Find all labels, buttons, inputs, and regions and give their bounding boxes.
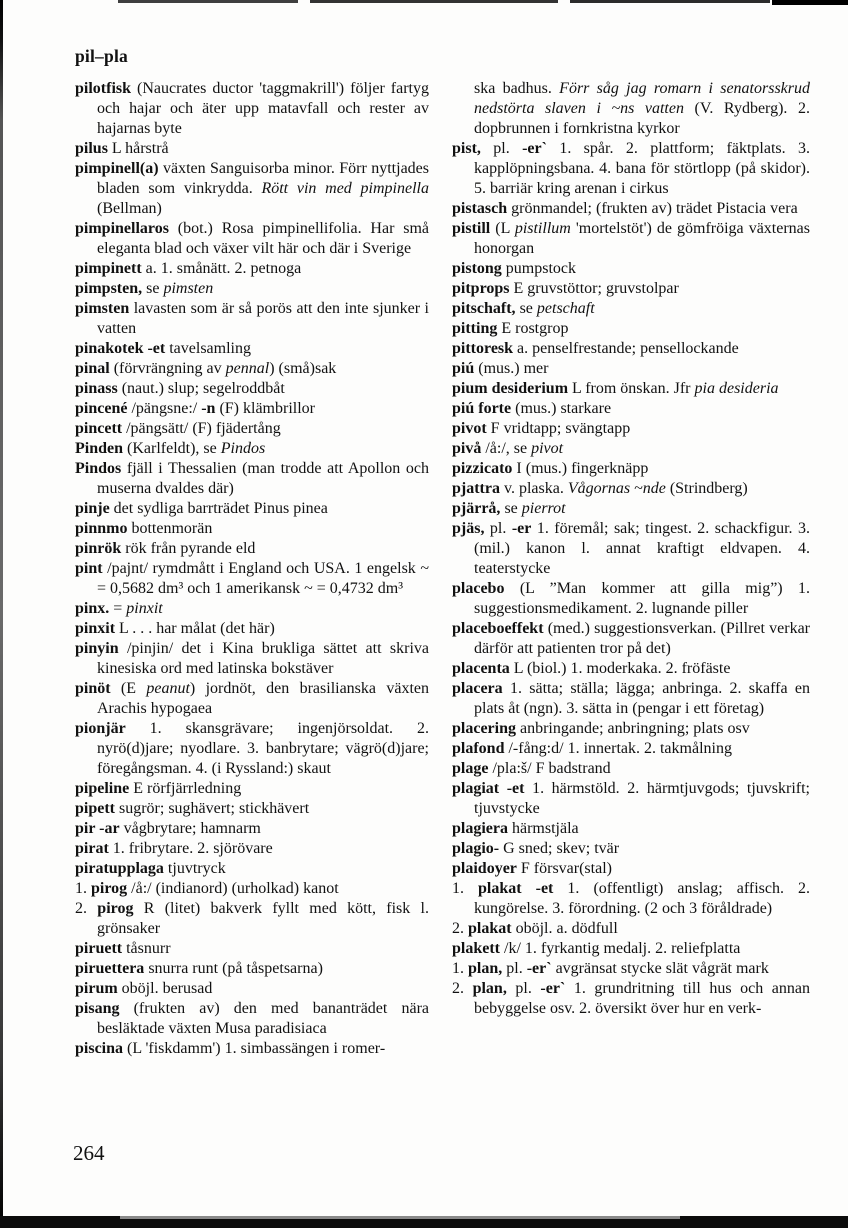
definition-text: pimsten: [163, 280, 214, 297]
dictionary-entry: [75, 219, 429, 259]
headword-text: Pindos: [75, 460, 122, 477]
headword-text: pir -ar: [75, 820, 120, 837]
dictionary-entry: [75, 959, 429, 979]
definition-text: pivot: [531, 440, 564, 457]
headword-text: plan,: [472, 980, 507, 997]
headword-text: plagiera: [452, 820, 508, 837]
headword-text: pilus: [75, 140, 108, 157]
dictionary-entry: [452, 979, 810, 1019]
dictionary-entry: [75, 139, 429, 159]
headword-text: plan,: [468, 960, 503, 977]
definition-text: snurra runt (på tåspetsarna): [144, 960, 323, 977]
dictionary-entry: [452, 839, 810, 859]
headword-text: pirat: [75, 840, 109, 857]
definition-text: /pängsne:/: [127, 400, 202, 417]
headword-text: plagiat -et: [452, 780, 525, 797]
definition-text: bottenmorän: [127, 520, 213, 537]
definition-text: grönmandel; (frukten av) trädet Pistacia vera: [507, 200, 798, 217]
headword-text: pimpinellaros: [75, 220, 169, 237]
dictionary-entry: [75, 899, 429, 939]
headword-text: pisang: [75, 1000, 120, 1017]
dictionary-entry: [75, 459, 429, 499]
dictionary-entry: [75, 939, 429, 959]
definition-text: ska badhus.: [474, 80, 560, 97]
headword-text: pinakotek -et: [75, 340, 166, 357]
headword-text: pirum: [75, 980, 118, 997]
definition-text: (Karlfeldt), se: [123, 440, 221, 457]
headword-text: plagio-: [452, 840, 500, 857]
headword-text: pivot: [452, 420, 487, 437]
dictionary-entry: [75, 619, 429, 639]
headword-text: placering: [452, 720, 516, 737]
dictionary-entry: [452, 439, 810, 459]
headword-text: pimpinett: [75, 260, 142, 277]
definition-text: rök från pyrande eld: [121, 540, 256, 557]
definition-text: lavasten som är så porös att den inte sjunker i vatten: [97, 300, 429, 337]
definition-text: (Strindberg): [665, 480, 748, 497]
headword-text: piruett: [75, 940, 123, 957]
headword-text: pinje: [75, 500, 110, 517]
headword-text: pincené: [75, 400, 128, 417]
headword-text: pilotfisk: [75, 80, 132, 97]
definition-text: ) (små)sak: [269, 360, 337, 377]
definition-text: pl.: [502, 960, 527, 977]
scan-edge-top: [570, 0, 770, 3]
definition-text: 1. skansgrävare; ingenjörsoldat. 2. nyrö(d)jare; nyodlare. 3. banbrytare; vägrö(d)jare; föregångsman. 4. (i Ryssland:) skaut: [97, 720, 429, 777]
definition-text: (L 'fiskdamm') 1. simbassängen i romer-: [123, 1040, 386, 1057]
headword-text: pirog: [91, 880, 128, 897]
definition-text: pl.: [484, 520, 512, 537]
dictionary-entry: [75, 519, 429, 539]
definition-text: (förvrängning av: [109, 360, 226, 377]
definition-text: L hårstrå: [107, 140, 169, 157]
definition-text: petschaft: [536, 300, 595, 317]
definition-text: E gruvstöttor; gruvstolpar: [509, 280, 679, 297]
dictionary-entry: [452, 879, 810, 919]
definition-text: /å:/, se: [481, 440, 532, 457]
headword-text: pjärrå,: [452, 500, 501, 517]
dictionary-entry: [452, 519, 810, 579]
definition-text: (E: [110, 680, 147, 697]
headword-text: plaidoyer: [452, 860, 517, 877]
definition-text: Rött vin med pimpinella: [261, 180, 429, 197]
headword-text: pinyin: [75, 640, 119, 657]
headword-text: plakat: [468, 920, 512, 937]
definition-text: 1. (offentligt) anslag; affisch. 2. kungörelse. 3. förordning. (2 och 3 föråldrade): [474, 880, 811, 917]
dictionary-entry: [452, 919, 810, 939]
scan-edge-top: [118, 0, 298, 3]
headword-text: -er`: [522, 140, 547, 157]
dictionary-entry: [452, 399, 810, 419]
definition-text: (naut.) slup; segelroddbåt: [117, 380, 285, 397]
headword-text: plage: [452, 760, 489, 777]
scan-edge-left: [0, 0, 3, 1228]
definition-text: Vågornas ~nde: [567, 480, 666, 497]
headword-text: pjattra: [452, 480, 500, 497]
dictionary-entry: [75, 399, 429, 419]
dictionary-entry: [75, 299, 429, 339]
headword-text: pimpsten,: [75, 280, 143, 297]
definition-text: oböjl. a. dödfull: [511, 920, 618, 937]
definition-text: (mus.) starkare: [511, 400, 612, 417]
definition-text: pierrot: [521, 500, 566, 517]
definition-text: /å:/ (indianord) (urholkad) kanot: [127, 880, 339, 897]
dictionary-entry: [452, 359, 810, 379]
dictionary-entry: [452, 379, 810, 399]
definition-text: 1. föremål; sak; tingest. 2. schackfigur. 3. (mil.) kanon l. annat kraftigt eldvapen. 4. teaterstycke: [474, 520, 810, 577]
dictionary-entry: [75, 559, 429, 599]
headword-text: pjäs,: [452, 520, 485, 537]
headword-text: placera: [452, 680, 503, 697]
headword-text: pionjär: [75, 720, 126, 737]
headword-text: placenta: [452, 660, 510, 677]
headword-text: plakat -et: [478, 880, 554, 897]
dictionary-entry: [75, 379, 429, 399]
definition-text: (Naucrates ductor 'taggmakrill') följer fartyg och hajar och äter upp matavfall och rester av hajarnas byte: [97, 80, 429, 137]
running-head: pil–pla: [75, 46, 128, 66]
headword-text: -er`: [540, 980, 566, 997]
dictionary-entry: [452, 619, 810, 659]
definition-text: /-fång:d/ 1. innertak. 2. takmålning: [504, 740, 732, 757]
definition-text: 1. fribrytare. 2. sjörövare: [108, 840, 273, 857]
definition-text: E rörfjärrledning: [129, 780, 242, 797]
definition-text: tjuvtryck: [163, 860, 226, 877]
headword-text: piratupplaga: [75, 860, 164, 877]
definition-text: F försvar(stal): [516, 860, 612, 877]
dictionary-entry: [75, 419, 429, 439]
dictionary-entry: [75, 819, 429, 839]
definition-text: (med.) suggestionsverkan. (Pillret verkar därför att patienten tror på det): [474, 620, 810, 657]
dictionary-entry: [452, 299, 810, 319]
definition-text: (bot.) Rosa pimpinellifolia. Har små eleganta blad och växer vilt här och där i Sverige: [97, 220, 429, 257]
definition-text: F vridtapp; svängtapp: [486, 420, 631, 437]
dictionary-entry: [75, 719, 429, 779]
headword-text: pinal: [75, 360, 110, 377]
headword-text: -n: [201, 400, 216, 417]
left-column: [75, 79, 429, 1059]
dictionary-entry: [75, 159, 429, 219]
dictionary-entry: [452, 739, 810, 759]
dictionary-entry: [452, 859, 810, 879]
definition-text: 1. härmstöld. 2. härmtjuvgods; tjuvskrift; tjuvstycke: [474, 780, 811, 817]
definition-text: 1.: [452, 960, 468, 977]
headword-text: piruettera: [75, 960, 145, 977]
definition-text: a. penselfrestande; pensellockande: [513, 340, 739, 357]
definition-text: /k/ 1. fyrkantig medalj. 2. reliefplatta: [500, 940, 741, 957]
dictionary-entry: [452, 459, 810, 479]
headword-text: pinxit: [75, 620, 116, 637]
headword-text: pincett: [75, 420, 123, 437]
definition-text: 1. grundritning till hus och annan bebyggelse osv. 2. översikt över hur en verk-: [474, 980, 811, 1017]
definition-text: anbringande; anbringning; plats osv: [516, 720, 750, 737]
headword-text: Pinden: [75, 440, 124, 457]
dictionary-entry: [452, 219, 810, 259]
definition-text: se: [515, 300, 537, 317]
headword-text: pistasch: [452, 200, 508, 217]
scan-edge-bottom: [120, 1216, 680, 1219]
definition-text: vågbrytare; hamnarm: [119, 820, 261, 837]
definition-text: G sned; skev; tvär: [499, 840, 620, 857]
headword-text: placeboeffekt: [452, 620, 544, 637]
dictionary-entry: [75, 79, 429, 139]
definition-text: 2.: [452, 920, 468, 937]
definition-text: se: [500, 500, 522, 517]
headword-text: pint: [75, 560, 103, 577]
definition-text: pumpstock: [501, 260, 577, 277]
definition-text: ) jordnöt, den brasilianska växten Arachis hypogaea: [97, 680, 430, 717]
definition-text: sugrör; sughävert; stickhävert: [115, 800, 310, 817]
dictionary-entry: [75, 879, 429, 899]
headword-text: pipett: [75, 800, 115, 817]
definition-text: /pinjin/ det i Kina brukliga sättet att skriva kinesiska ord med latinska bokstäver: [97, 640, 429, 677]
definition-text: L from önskan. Jfr: [568, 380, 695, 397]
definition-text: I (mus.) fingerknäpp: [512, 460, 649, 477]
dictionary-entry: [452, 499, 810, 519]
definition-text: L . . . har målat (det här): [115, 620, 275, 637]
dictionary-entry: [452, 759, 810, 779]
definition-text: pl.: [480, 140, 523, 157]
headword-text: pinass: [75, 380, 118, 397]
definition-text: pennal: [225, 360, 270, 377]
definition-text: 1. spår. 2. plattform; fäktplats. 3. kapplöpningsbana. 4. bana för störtlopp (på skidor). 5. barriär kring arenan i cirkus: [474, 140, 810, 197]
headword-text: pinrök: [75, 540, 122, 557]
definition-text: E rostgrop: [497, 320, 569, 337]
definition-text: a. 1. smånätt. 2. petnoga: [141, 260, 302, 277]
definition-text: (L ”Man kommer att gilla mig”) 1. suggestionsmedikament. 2. lugnande piller: [474, 580, 810, 617]
headword-text: pittoresk: [452, 340, 514, 357]
dictionary-entry: [75, 279, 429, 299]
dictionary-entry: [452, 199, 810, 219]
definition-text: (F) klämbrillor: [215, 400, 315, 417]
dictionary-entry: [452, 279, 810, 299]
definition-text: fjäll i Thessalien (man trodde att Apollon och muserna dvaldes där): [97, 460, 429, 497]
dictionary-entry: [452, 659, 810, 679]
definition-text: härmstjäla: [508, 820, 579, 837]
headword-text: pistong: [452, 260, 502, 277]
definition-text: (V. Rydberg). 2. dopbrunnen i fornkristna kyrkor: [474, 100, 810, 137]
headword-text: pipeline: [75, 780, 130, 797]
definition-text: 1. sätta; ställa; lägga; anbringa. 2. skaffa en plats åt (ngn). 3. sätta in (pengar i ett företag): [474, 680, 810, 717]
definition-text: se: [142, 280, 164, 297]
dictionary-entry: [452, 679, 810, 719]
headword-text: pivå: [452, 440, 482, 457]
dictionary-entry: [75, 779, 429, 799]
definition-text: (frukten av) den med bananträdet nära besläktade växten Musa paradisiaca: [97, 1000, 429, 1037]
dictionary-entry: [452, 339, 810, 359]
headword-text: plafond: [452, 740, 505, 757]
dictionary-entry: [75, 799, 429, 819]
headword-text: pium desiderium: [452, 380, 569, 397]
definition-text: peanut: [146, 680, 190, 697]
dictionary-entry: [452, 139, 810, 199]
definition-text: 2.: [75, 900, 98, 917]
dictionary-entry: [75, 339, 429, 359]
dictionary-entry: [452, 779, 810, 819]
definition-text: (Bellman): [97, 200, 162, 217]
definition-text: 1.: [452, 880, 479, 897]
headword-text: pimsten: [75, 300, 130, 317]
dictionary-entry: [452, 419, 810, 439]
definition-text: 'mortelstöt') de gömfröiga växternas honorgan: [474, 220, 810, 257]
definition-text: tåsnurr: [122, 940, 171, 957]
dictionary-entry: [75, 639, 429, 679]
dictionary-entry: [452, 79, 810, 139]
definition-text: (L: [490, 220, 515, 237]
definition-text: R (litet) bakverk fyllt med kött, fisk l. grönsaker: [97, 900, 430, 937]
definition-text: Pindos: [220, 440, 266, 457]
headword-text: piú: [452, 360, 475, 377]
dictionary-entry: [75, 839, 429, 859]
headword-text: pinx.: [75, 600, 110, 617]
definition-text: /pla:š/ F badstrand: [488, 760, 611, 777]
headword-text: pizzicato: [452, 460, 513, 477]
dictionary-entry: [75, 259, 429, 279]
dictionary-entry: [75, 1039, 429, 1059]
headword-text: plakett: [452, 940, 500, 957]
headword-text: pimpinell(a): [75, 160, 159, 177]
right-column: [452, 79, 810, 1019]
definition-text: L (biol.) 1. moderkaka. 2. fröfäste: [509, 660, 731, 677]
headword-text: -er: [511, 520, 532, 537]
headword-text: placebo: [452, 580, 505, 597]
dictionary-entry: [75, 439, 429, 459]
dictionary-entry: [75, 679, 429, 719]
dictionary-entry: [75, 859, 429, 879]
dictionary-entry: [75, 599, 429, 619]
definition-text: tavelsamling: [165, 340, 251, 357]
definition-text: pia desideria: [694, 380, 779, 397]
definition-text: /pängsätt/ (F) fjädertång: [122, 420, 281, 437]
definition-text: Förr såg jag romarn i senatorsskrud nedstörta slaven i ~ns vatten: [474, 80, 810, 117]
definition-text: oböjl. berusad: [117, 980, 213, 997]
headword-text: pinnmo: [75, 520, 128, 537]
dictionary-entry: [75, 359, 429, 379]
definition-text: =: [109, 600, 127, 617]
dictionary-entry: [75, 499, 429, 519]
scan-edge-top: [772, 0, 848, 5]
headword-text: pitting: [452, 320, 498, 337]
definition-text: avgränsat stycke slät vågrät mark: [551, 960, 769, 977]
dictionary-entry: [452, 959, 810, 979]
definition-text: pistillum: [514, 220, 571, 237]
definition-text: pinxit: [126, 600, 163, 617]
headword-text: -er`: [526, 960, 552, 977]
definition-text: 1.: [75, 880, 91, 897]
dictionary-entry: [452, 479, 810, 499]
headword-text: piscina: [75, 1040, 124, 1057]
headword-text: pirog: [97, 900, 134, 917]
headword-text: pinöt: [75, 680, 111, 697]
dictionary-entry: [452, 579, 810, 619]
dictionary-entry: [452, 259, 810, 279]
definition-text: /pajnt/ rymdmått i England och USA. 1 engelsk ~ = 0,5682 dm³ och 1 amerikansk ~ = 0,4732 dm³: [97, 560, 429, 597]
headword-text: pistill: [452, 220, 491, 237]
definition-text: det sydliga barrträdet Pinus pinea: [109, 500, 328, 517]
definition-text: 2.: [452, 980, 473, 997]
headword-text: pitschaft,: [452, 300, 516, 317]
definition-text: v. plaska.: [499, 480, 568, 497]
page-number: 264: [73, 1141, 105, 1165]
dictionary-entry: [75, 999, 429, 1039]
headword-text: pist,: [452, 140, 481, 157]
dictionary-entry: [452, 819, 810, 839]
dictionary-entry: [75, 979, 429, 999]
headword-text: piú forte: [452, 400, 512, 417]
dictionary-entry: [452, 939, 810, 959]
headword-text: pitprops: [452, 280, 510, 297]
dictionary-entry: [452, 719, 810, 739]
definition-text: (mus.) mer: [474, 360, 549, 377]
scan-edge-top: [310, 0, 558, 3]
dictionary-entry: [75, 539, 429, 559]
definition-text: växten Sanguisorba minor. Förr nyttjades bladen som vinkrydda.: [97, 160, 429, 197]
dictionary-entry: [452, 319, 810, 339]
definition-text: pl.: [506, 980, 541, 997]
